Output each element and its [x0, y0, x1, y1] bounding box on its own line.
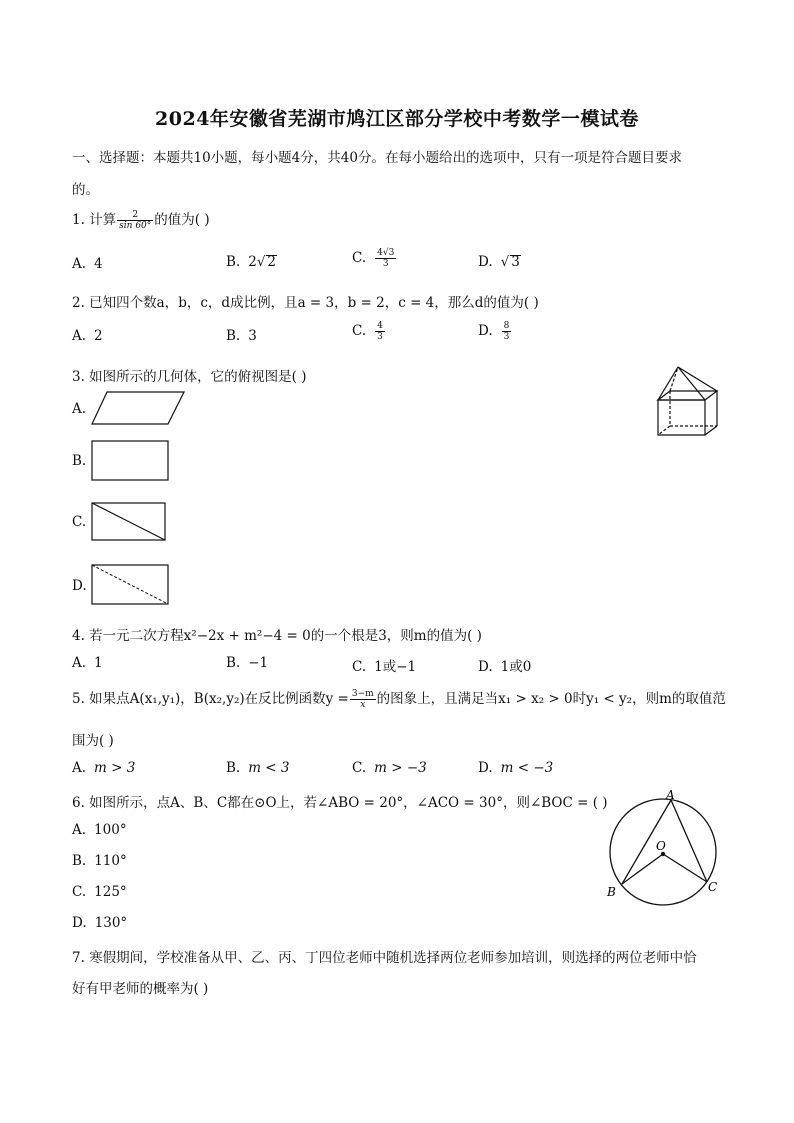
q3-option-c-shape[interactable] [91, 502, 167, 542]
question-2: 2. 已知四个数a，b，c，d成比例，且a = 3，b = 2，c = 4，那么d的值为( ) [72, 295, 539, 311]
page-title: 2024年安徽省芜湖市鸠江区部分学校中考数学一模试卷 [155, 108, 639, 130]
section-heading-cont: 的。 [72, 182, 99, 198]
question-1: 1. 计算 $\frac{2}{\sin 60^\circ}$ 的值为( ) [72, 210, 210, 231]
question-6: 6. 如图所示，点A、B、C都在⊙O上，若∠ABO = 20°，∠ACO = 30°，则∠BOC = ( ) [72, 795, 608, 811]
q5-option-c[interactable]: C. m > −3 [352, 760, 427, 776]
label-c: C [708, 880, 718, 894]
label-b: B [607, 885, 616, 899]
q2-option-d[interactable]: D. $\frac{8}{3}$ [478, 321, 510, 342]
q3-option-b[interactable]: B. [72, 453, 87, 469]
q3-option-b-shape[interactable] [91, 440, 170, 481]
q3-solid-figure [655, 364, 725, 438]
question-7: 7. 寒假期间，学校准备从甲、乙、丙、丁四位老师中随机选择两位老师参加培训，则选择的两位老师中恰 [72, 950, 697, 966]
q4-option-a[interactable]: A. 1 [72, 655, 103, 671]
label-a: A [666, 788, 675, 802]
q3-option-a-shape[interactable] [91, 391, 186, 425]
q6-option-c[interactable]: C. 125° [72, 884, 127, 900]
q6-option-b[interactable]: B. 110° [72, 853, 127, 869]
q3-option-d[interactable]: D. [72, 578, 87, 594]
q6-circle-figure [600, 786, 730, 902]
question-7-cont: 好有甲老师的概率为( ) [72, 981, 209, 997]
q5-option-d[interactable]: D. m < −3 [478, 760, 554, 776]
question-5: 5. 如果点A(x₁,y₁)，B(x₂,y₂)在反比例函数y = $\frac{3-m}{x}$ 的图象上，且满足当x₁ > x₂ > 0时y₁ < y₂，则m的取值范 [72, 689, 726, 710]
q1-option-b[interactable]: B. 2√ 2 [226, 254, 277, 270]
q4-option-d[interactable]: D. 1或0 [478, 659, 532, 675]
question-3: 3. 如图所示的几何体，它的俯视图是( ) [72, 369, 307, 385]
section-heading: 一、选择题：本题共10小题，每小题4分，共40分。在每小题给出的选项中，只有一项是符合题目要求 [72, 150, 682, 166]
q1-option-d[interactable]: D. √ 3 [478, 254, 520, 270]
q5-option-b[interactable]: B. m < 3 [226, 760, 290, 776]
q4-option-b[interactable]: B. −1 [226, 655, 269, 671]
q3-option-d-shape[interactable] [91, 564, 170, 606]
label-o: O [656, 839, 666, 853]
q1-option-c[interactable]: C. $\frac{4√3}{3}$ [352, 248, 395, 269]
q1-option-a[interactable]: A. 4 [72, 256, 103, 272]
fraction: $\frac{2}{\sin 60^\circ}$ [119, 210, 152, 231]
q2-option-c[interactable]: C. $\frac{4}{3}$ [352, 321, 383, 342]
q3-option-a[interactable]: A. [72, 401, 87, 417]
q6-option-d[interactable]: D. 130° [72, 915, 128, 931]
question-4: 4. 若一元二次方程x²−2x + m²−4 = 0的一个根是3，则m的值为( ) [72, 628, 482, 644]
q2-option-b[interactable]: B. 3 [226, 328, 257, 344]
q4-option-c[interactable]: C. 1或−1 [352, 659, 417, 675]
q5-option-a[interactable]: A. m > 3 [72, 760, 136, 776]
q2-option-a[interactable]: A. 2 [72, 328, 103, 344]
question-5-cont: 围为( ) [72, 733, 114, 749]
q6-option-a[interactable]: A. 100° [72, 822, 127, 838]
q3-option-c[interactable]: C. [72, 514, 87, 530]
